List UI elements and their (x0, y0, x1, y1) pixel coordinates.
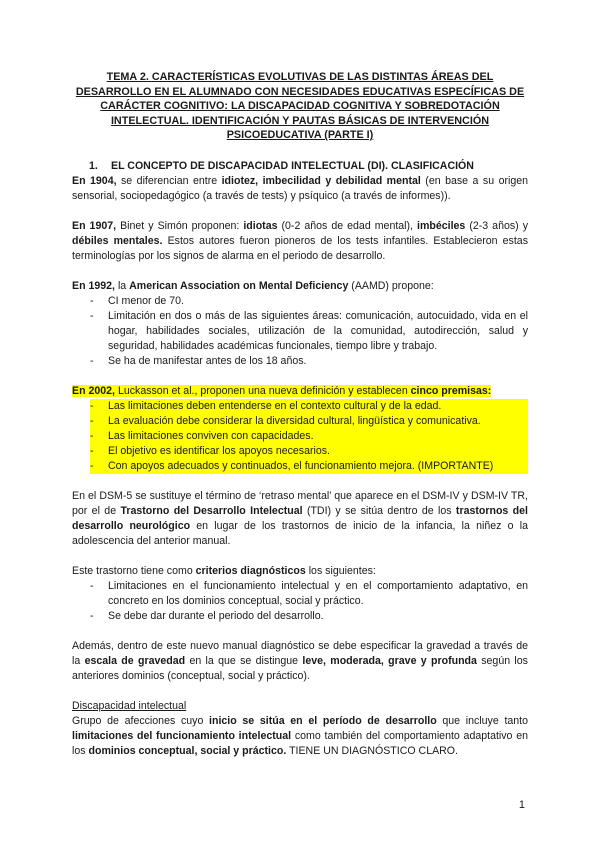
list-2002-premises (90, 399, 528, 474)
year-2002: En 2002, (72, 384, 115, 397)
paragraph-di-definition: Grupo de afecciones cuyo inicio se sitúa en el período de desarrollo que incluye tanto limitaciones del funcionamiento intelectual como también del comportamiento adaptativo en los dominios conceptual, social y práctico. TIENE UN DIAGNÓSTICO CLARO. (72, 714, 528, 757)
section-heading (89, 159, 528, 174)
paragraph-dsm5: En el DSM-5 se sustituye el término de ‘retraso mental’ que aparece en el DSM-IV y DSM-IV TR, por el de Trastorno del Desarrollo Intelectual (TDI) y se sitúa dentro de los trastornos del desarrollo neurológico en lugar de los trastornos de inicio de la infancia, la niñez o la adolescencia del anterior manual. (72, 489, 528, 547)
five-premises: cinco premisas: (410, 384, 492, 397)
year-1907: En 1907, (72, 219, 117, 232)
list-item: - El objetivo es identificar los apoyos necesarios. (90, 444, 528, 459)
paragraph-criteria: Este trastorno tiene como criterios diagnósticos los siguientes: (72, 564, 376, 577)
document-page (72, 70, 528, 759)
document-title: TEMA 2. CARACTERÍSTICAS EVOLUTIVAS DE LAS DISTINTAS ÁREAS DEL DESARROLLO EN EL ALUMNADO CON NECESIDADES EDUCATIVAS ESPECÍFICAS DE CARÁCTER COGNITIVO: LA DISCAPACIDAD COGNITIVA Y SOBREDOTACIÓN INTELECTUAL. IDENTIFICACIÓN Y PAUTAS BÁSICAS DE INTERVENCIÓN PSICOEDUCATIVA (PARTE I) (75, 71, 525, 142)
year-1992: En 1992, (72, 279, 115, 292)
subheading-discapacidad-intelectual: Discapacidad intelectual (72, 699, 187, 712)
list-item: - Limitaciones en el funcionamiento intelectual y en el comportamiento adaptativo, en concreto en los dominios conceptual, social y práctico. (90, 579, 528, 609)
list-item: - Limitación en dos o más de las siguientes áreas: comunicación, autocuidado, vida en el hogar, habilidades sociales, utilización de la comunidad, autodirección, salud y seguridad, habilidades académicas funcionales, tiempo libre y trabajo. (90, 309, 528, 354)
paragraph-1992: En 1992, la American Association on Mental Deficiency (AAMD) propone: (72, 279, 434, 292)
paragraph-severity: Además, dentro de este nuevo manual diagnóstico se debe especificar la gravedad a través de la escala de gravedad en la que se distingue leve, moderada, grave y profunda según los anteriores dominios (conceptual, social y práctico). (72, 639, 528, 682)
page-number: 1 (518, 799, 525, 811)
list-item: - Las limitaciones conviven con capacidades. (90, 429, 528, 444)
org-aamd: American Association on Mental Deficiency (129, 279, 349, 292)
list-1992 (90, 294, 528, 369)
list-item: - Se ha de manifestar antes de los 18 años. (90, 354, 528, 369)
paragraph-1907: En 1907, Binet y Simón proponen: idiotas (0-2 años de edad mental), imbéciles (2-3 años) y débiles mentales. Estos autores fueron pioneros de los tests infantiles. Establecieron estas terminologías por los signos de alarma en el periodo de desarrollo. (72, 219, 528, 262)
section-number: 1. (89, 159, 98, 172)
section-heading-text: EL CONCEPTO DE DISCAPACIDAD INTELECTUAL (DI). CLASIFICACIÓN (111, 159, 474, 172)
list-item: - Las limitaciones deben entenderse en el contexto cultural y de la edad. (90, 399, 528, 414)
list-criteria (90, 579, 528, 624)
paragraph-1904: En 1904, se diferencian entre idiotez, imbecilidad y debilidad mental (en base a su origen sensorial, sociopedagógico (a través de tests) y psíquico (a través de informes)). (72, 174, 529, 202)
list-item: - Con apoyos adecuados y continuados, el funcionamiento mejora. (IMPORTANTE) (90, 459, 528, 474)
list-item: - La evaluación debe considerar la diversidad cultural, lingüística y comunicativa. (90, 414, 528, 429)
list-item: - CI menor de 70. (90, 294, 528, 309)
paragraph-2002: En 2002, Luckasson et al., proponen una nueva definición y establecen cinco premisas: (72, 384, 492, 397)
terms-1904: idiotez, imbecilidad y debilidad mental (221, 174, 421, 187)
list-item: - Se debe dar durante el periodo del desarrollo. (90, 609, 528, 624)
year-1904: En 1904, (72, 174, 117, 187)
